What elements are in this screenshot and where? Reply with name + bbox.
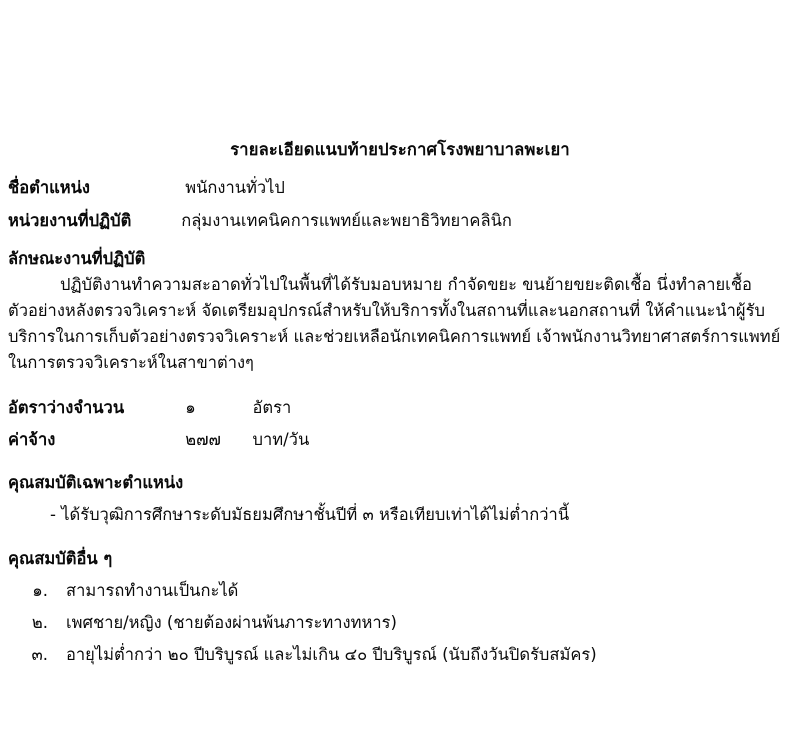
field-value-wage-unit: บาท/วัน xyxy=(252,430,310,449)
list-item-number: ๑. xyxy=(32,581,48,600)
field-value-wage-amount: ๒๗๗ xyxy=(185,430,221,449)
field-row-position xyxy=(8,178,792,199)
section-heading-duties: ลักษณะงานที่ปฏิบัติ xyxy=(8,249,146,268)
field-value-vacancy-number: ๑ xyxy=(185,398,196,417)
section-heading-specific-qualifications: คุณสมบัติเฉพาะตำแหน่ง xyxy=(8,473,184,492)
field-row-wage xyxy=(8,430,792,451)
duties-text: ปฏิบัติงานทำความสะอาดทั่วไปในพื้นที่ได้รับมอบหมาย กำจัดขยะ ขนย้ายขยะติดเชื้อ นึ่งทำลายเชื้อตัวอย่างหลังตรวจวิเคราะห์ จัดเตรียมอุปกรณ์สำหรับให้บริการทั้งในสถานที่และนอกสถานที่ ให้คำแนะนำผู้รับบริการในการเก็บตัวอย่างตรวจวิเคราะห์ และช่วยเหลือนักเทคนิคการแพทย์ เจ้าพนักงานวิทยาศาสตร์การแพทย์ ในการตรวจวิเคราะห์ในสาขาต่างๆ xyxy=(8,275,781,372)
list-item xyxy=(8,642,798,674)
field-row-unit xyxy=(8,211,792,232)
field-label-unit: หน่วยงานที่ปฏิบัติ xyxy=(8,211,132,230)
field-label-position: ชื่อตำแหน่ง xyxy=(8,178,90,197)
field-value-position: พนักงานทั่วไป xyxy=(185,178,285,197)
list-item-text: อายุไม่ต่ำกว่า ๒๐ ปีบริบูรณ์ และไม่เกิน ๔๐ ปีบริบูรณ์ (นับถึงวันปิดรับสมัคร) xyxy=(66,645,597,664)
duties-paragraph xyxy=(8,272,798,376)
list-item-number: ๒. xyxy=(31,613,48,632)
page-title: รายละเอียดแนบท้ายประกาศโรงพยาบาลพะเยา xyxy=(230,140,570,159)
list-item-text: เพศชาย/หญิง (ชายต้องผ่านพ้นภาระทางทหาร) xyxy=(66,613,397,632)
list-item-number: ๓. xyxy=(31,645,48,664)
list-item-text: สามารถทำงานเป็นกะได้ xyxy=(66,581,239,600)
field-label-wage: ค่าจ้าง xyxy=(8,430,56,449)
specific-qualification-item: - ได้รับวุฒิการศึกษาระดับมัธยมศึกษาชั้นปีที่ ๓ หรือเทียบเท่าได้ไม่ต่ำกว่านี้ xyxy=(50,505,570,524)
field-label-vacancy: อัตราว่างจำนวน xyxy=(8,398,125,417)
field-value-unit: กลุ่มงานเทคนิคการแพทย์และพยาธิวิทยาคลินิก xyxy=(181,211,512,230)
field-row-vacancy xyxy=(8,398,792,419)
section-heading-other-qualifications: คุณสมบัติอื่น ๆ xyxy=(8,549,113,568)
field-value-vacancy-unit: อัตรา xyxy=(252,398,292,417)
list-item xyxy=(8,578,798,610)
list-item xyxy=(8,610,798,642)
other-qualifications-list xyxy=(8,578,798,674)
